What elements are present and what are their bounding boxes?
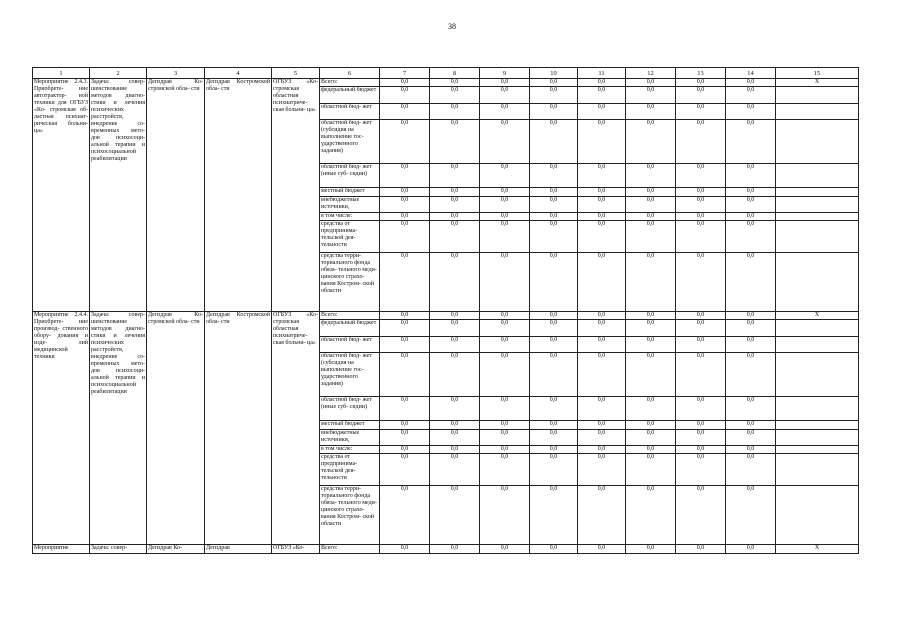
value-cell: 0,0 bbox=[530, 253, 578, 312]
value-cell: 0,0 bbox=[530, 104, 578, 120]
value-cell: 0,0 bbox=[530, 312, 578, 320]
value-cell: 0,0 bbox=[530, 397, 578, 421]
value-cell: 0,0 bbox=[530, 353, 578, 397]
column-header-1: 1 bbox=[33, 68, 90, 79]
empty-cell bbox=[776, 120, 859, 164]
funding-source-cell: областной бюд- жет bbox=[320, 337, 380, 353]
value-cell: 0,0 bbox=[676, 545, 726, 554]
value-cell: 0,0 bbox=[380, 188, 430, 197]
value-cell: 0,0 bbox=[676, 104, 726, 120]
value-cell: 0,0 bbox=[480, 421, 530, 430]
column-header-13: 13 bbox=[676, 68, 726, 79]
value-cell: 0,0 bbox=[726, 197, 776, 213]
value-cell: 0,0 bbox=[578, 164, 626, 188]
empty-cell bbox=[776, 213, 859, 221]
column-header-2: 2 bbox=[90, 68, 147, 79]
value-cell: 0,0 bbox=[380, 337, 430, 353]
value-cell: 0,0 bbox=[626, 320, 676, 337]
value-cell: 0,0 bbox=[430, 446, 480, 454]
value-cell: 0,0 bbox=[726, 446, 776, 454]
value-cell: 0,0 bbox=[626, 545, 676, 554]
mark-cell: Х bbox=[776, 79, 859, 87]
value-cell: 0,0 bbox=[626, 337, 676, 353]
funding-source-cell: Всего: bbox=[320, 312, 380, 320]
value-cell: 0,0 bbox=[578, 213, 626, 221]
value-cell: 0,0 bbox=[530, 454, 578, 486]
funding-source-cell: в том числе: bbox=[320, 213, 380, 221]
value-cell: 0,0 bbox=[578, 104, 626, 120]
funding-source-cell: средства от предпринима- тельской дея- тельности bbox=[320, 454, 380, 486]
value-cell: 0,0 bbox=[480, 320, 530, 337]
value-cell: 0,0 bbox=[380, 164, 430, 188]
funding-source-cell: областной бюд- жет (иные суб- сидии) bbox=[320, 164, 380, 188]
task-cell: Задача: совер- шенствование методов диагно- стики и лечения психических расстройств, внедрение со- временных мето- дов психосоци- альной терапии и психосоциальной реабилитации bbox=[90, 79, 147, 312]
executor-cell: Депздрав Костромской обла- сти bbox=[205, 312, 272, 545]
value-cell: 0,0 bbox=[726, 312, 776, 320]
value-cell: 0,0 bbox=[676, 87, 726, 104]
value-cell: 0,0 bbox=[530, 337, 578, 353]
value-cell: 0,0 bbox=[726, 421, 776, 430]
value-cell: 0,0 bbox=[626, 446, 676, 454]
value-cell: 0,0 bbox=[726, 188, 776, 197]
value-cell: 0,0 bbox=[480, 312, 530, 320]
value-cell: 0,0 bbox=[530, 421, 578, 430]
value-cell: 0,0 bbox=[578, 188, 626, 197]
value-cell: 0,0 bbox=[578, 446, 626, 454]
value-cell: 0,0 bbox=[626, 87, 676, 104]
empty-cell bbox=[776, 421, 859, 430]
value-cell: 0,0 bbox=[676, 353, 726, 397]
value-cell: 0,0 bbox=[578, 79, 626, 87]
value-cell: 0,0 bbox=[480, 397, 530, 421]
funding-source-cell: областной бюд- жет (субсидия на выполнение гос- ударственного задания) bbox=[320, 353, 380, 397]
column-header-6: 6 bbox=[320, 68, 380, 79]
value-cell: 0,0 bbox=[430, 253, 480, 312]
column-header-7: 7 bbox=[380, 68, 430, 79]
value-cell: 0,0 bbox=[480, 188, 530, 197]
value-cell: 0,0 bbox=[480, 197, 530, 213]
funding-source-cell: областной бюд- жет (субсидия на выполнение гос- ударственного задания) bbox=[320, 120, 380, 164]
value-cell: 0,0 bbox=[530, 446, 578, 454]
empty-cell bbox=[776, 320, 859, 337]
customer-cell: Депздрав Ко- стромской обла- сти bbox=[147, 312, 205, 545]
funding-source-cell: федеральный бюджет bbox=[320, 87, 380, 104]
value-cell: 0,0 bbox=[480, 430, 530, 446]
value-cell: 0,0 bbox=[430, 320, 480, 337]
empty-cell bbox=[776, 397, 859, 421]
value-cell: 0,0 bbox=[676, 397, 726, 421]
value-cell: 0,0 bbox=[726, 120, 776, 164]
value-cell: 0,0 bbox=[578, 120, 626, 164]
value-cell: 0,0 bbox=[480, 545, 530, 554]
column-header-12: 12 bbox=[626, 68, 676, 79]
value-cell: 0,0 bbox=[430, 545, 480, 554]
budget-table bbox=[32, 67, 859, 554]
value-cell: 0,0 bbox=[676, 430, 726, 446]
value-cell: 0,0 bbox=[530, 213, 578, 221]
value-cell: 0,0 bbox=[530, 320, 578, 337]
value-cell: 0,0 bbox=[530, 188, 578, 197]
value-cell: 0,0 bbox=[726, 253, 776, 312]
value-cell: 0,0 bbox=[530, 221, 578, 253]
funding-source-cell: средства терри- ториального фонда обяза- тельного меди- цинского страхо- вания Костром- ской области bbox=[320, 486, 380, 545]
value-cell: 0,0 bbox=[578, 337, 626, 353]
value-cell: 0,0 bbox=[676, 337, 726, 353]
task-cell: Задача: совер- bbox=[90, 545, 147, 554]
value-cell: 0,0 bbox=[380, 120, 430, 164]
value-cell: 0,0 bbox=[380, 312, 430, 320]
value-cell: 0,0 bbox=[626, 312, 676, 320]
value-cell: 0,0 bbox=[380, 104, 430, 120]
value-cell: 0,0 bbox=[530, 164, 578, 188]
value-cell: 0,0 bbox=[578, 353, 626, 397]
empty-cell bbox=[776, 454, 859, 486]
value-cell: 0,0 bbox=[626, 197, 676, 213]
value-cell: 0,0 bbox=[530, 545, 578, 554]
value-cell: 0,0 bbox=[480, 353, 530, 397]
value-cell: 0,0 bbox=[578, 430, 626, 446]
task-cell: Задача: совер- шенствование методов диагно- стики и лечения психических расстройств, внедрение со- временных мето- дов психосоци- альной терапии и психосоциальной реабилитации bbox=[90, 312, 147, 545]
value-cell: 0,0 bbox=[430, 79, 480, 87]
value-cell: 0,0 bbox=[676, 221, 726, 253]
empty-cell bbox=[776, 446, 859, 454]
value-cell: 0,0 bbox=[480, 79, 530, 87]
empty-cell bbox=[776, 337, 859, 353]
funding-source-cell: местный бюджет bbox=[320, 421, 380, 430]
funding-source-cell: средства терри- ториального фонда обяза- тельного меди- цинского страхо- вания Костром- ской области bbox=[320, 253, 380, 312]
table-row bbox=[33, 312, 859, 320]
column-header-9: 9 bbox=[480, 68, 530, 79]
column-header-3: 3 bbox=[147, 68, 205, 79]
value-cell: 0,0 bbox=[430, 486, 480, 545]
value-cell: 0,0 bbox=[380, 253, 430, 312]
value-cell: 0,0 bbox=[380, 87, 430, 104]
value-cell: 0,0 bbox=[726, 87, 776, 104]
table-row bbox=[33, 545, 859, 554]
value-cell: 0,0 bbox=[480, 104, 530, 120]
value-cell: 0,0 bbox=[430, 353, 480, 397]
value-cell: 0,0 bbox=[726, 353, 776, 397]
value-cell: 0,0 bbox=[726, 320, 776, 337]
value-cell: 0,0 bbox=[578, 397, 626, 421]
value-cell: 0,0 bbox=[430, 421, 480, 430]
value-cell: 0,0 bbox=[626, 221, 676, 253]
value-cell: 0,0 bbox=[626, 397, 676, 421]
value-cell: 0,0 bbox=[676, 486, 726, 545]
value-cell: 0,0 bbox=[480, 253, 530, 312]
empty-cell bbox=[776, 486, 859, 545]
value-cell: 0,0 bbox=[430, 397, 480, 421]
value-cell: 0,0 bbox=[626, 213, 676, 221]
value-cell: 0,0 bbox=[578, 320, 626, 337]
value-cell: 0,0 bbox=[430, 430, 480, 446]
value-cell: 0,0 bbox=[380, 421, 430, 430]
value-cell: 0,0 bbox=[430, 104, 480, 120]
empty-cell bbox=[776, 197, 859, 213]
value-cell: 0,0 bbox=[380, 545, 430, 554]
value-cell: 0,0 bbox=[430, 337, 480, 353]
value-cell: 0,0 bbox=[626, 104, 676, 120]
table-row bbox=[33, 79, 859, 87]
value-cell: 0,0 bbox=[578, 545, 626, 554]
page-number: 38 bbox=[448, 22, 456, 31]
header-row bbox=[33, 68, 859, 79]
value-cell: 0,0 bbox=[626, 164, 676, 188]
funding-source-cell: Всего: bbox=[320, 545, 380, 554]
value-cell: 0,0 bbox=[726, 79, 776, 87]
event-cell: Мероприятие bbox=[33, 545, 90, 554]
value-cell: 0,0 bbox=[578, 197, 626, 213]
value-cell: 0,0 bbox=[726, 545, 776, 554]
value-cell: 0,0 bbox=[480, 454, 530, 486]
value-cell: 0,0 bbox=[676, 312, 726, 320]
value-cell: 0,0 bbox=[530, 79, 578, 87]
value-cell: 0,0 bbox=[430, 312, 480, 320]
value-cell: 0,0 bbox=[430, 221, 480, 253]
column-header-10: 10 bbox=[530, 68, 578, 79]
value-cell: 0,0 bbox=[578, 312, 626, 320]
value-cell: 0,0 bbox=[626, 486, 676, 545]
value-cell: 0,0 bbox=[530, 430, 578, 446]
value-cell: 0,0 bbox=[430, 188, 480, 197]
value-cell: 0,0 bbox=[430, 197, 480, 213]
value-cell: 0,0 bbox=[726, 221, 776, 253]
column-header-14: 14 bbox=[726, 68, 776, 79]
value-cell: 0,0 bbox=[480, 87, 530, 104]
value-cell: 0,0 bbox=[578, 421, 626, 430]
value-cell: 0,0 bbox=[676, 320, 726, 337]
funding-source-cell: областной бюд- жет bbox=[320, 104, 380, 120]
value-cell: 0,0 bbox=[430, 213, 480, 221]
value-cell: 0,0 bbox=[626, 120, 676, 164]
value-cell: 0,0 bbox=[578, 221, 626, 253]
value-cell: 0,0 bbox=[530, 87, 578, 104]
column-header-11: 11 bbox=[578, 68, 626, 79]
value-cell: 0,0 bbox=[676, 188, 726, 197]
empty-cell bbox=[776, 221, 859, 253]
value-cell: 0,0 bbox=[380, 213, 430, 221]
empty-cell bbox=[776, 87, 859, 104]
value-cell: 0,0 bbox=[480, 213, 530, 221]
value-cell: 0,0 bbox=[578, 454, 626, 486]
value-cell: 0,0 bbox=[530, 120, 578, 164]
value-cell: 0,0 bbox=[676, 253, 726, 312]
value-cell: 0,0 bbox=[380, 221, 430, 253]
funding-source-cell: областной бюд- жет (иные суб- сидии) bbox=[320, 397, 380, 421]
value-cell: 0,0 bbox=[676, 197, 726, 213]
value-cell: 0,0 bbox=[480, 164, 530, 188]
value-cell: 0,0 bbox=[676, 120, 726, 164]
value-cell: 0,0 bbox=[578, 253, 626, 312]
value-cell: 0,0 bbox=[578, 486, 626, 545]
event-cell: Мероприятие 2.4.4. Приобрете- ние производ- ственного обору- дования и изде- лий медицинской техники bbox=[33, 312, 90, 545]
empty-cell bbox=[776, 253, 859, 312]
value-cell: 0,0 bbox=[726, 337, 776, 353]
value-cell: 0,0 bbox=[626, 353, 676, 397]
value-cell: 0,0 bbox=[676, 164, 726, 188]
value-cell: 0,0 bbox=[626, 430, 676, 446]
empty-cell bbox=[776, 353, 859, 397]
executor-cell: Депздрав Костромской обла- сти bbox=[205, 79, 272, 312]
funding-source-cell: внебюджетные источники, bbox=[320, 197, 380, 213]
value-cell: 0,0 bbox=[726, 104, 776, 120]
value-cell: 0,0 bbox=[626, 253, 676, 312]
value-cell: 0,0 bbox=[480, 446, 530, 454]
mark-cell: Х bbox=[776, 312, 859, 320]
value-cell: 0,0 bbox=[380, 197, 430, 213]
value-cell: 0,0 bbox=[480, 337, 530, 353]
funding-source-cell: Всего: bbox=[320, 79, 380, 87]
empty-cell bbox=[776, 188, 859, 197]
customer-cell: Депздрав Ко- bbox=[147, 545, 205, 554]
empty-cell bbox=[776, 430, 859, 446]
value-cell: 0,0 bbox=[726, 486, 776, 545]
value-cell: 0,0 bbox=[380, 446, 430, 454]
value-cell: 0,0 bbox=[626, 421, 676, 430]
value-cell: 0,0 bbox=[726, 164, 776, 188]
column-header-5: 5 bbox=[272, 68, 320, 79]
funding-source-cell: федеральный бюджет bbox=[320, 320, 380, 337]
value-cell: 0,0 bbox=[530, 197, 578, 213]
value-cell: 0,0 bbox=[380, 397, 430, 421]
column-header-15: 15 bbox=[776, 68, 859, 79]
value-cell: 0,0 bbox=[626, 454, 676, 486]
customer-cell: Депздрав Ко- стромской обла- сти bbox=[147, 79, 205, 312]
mark-cell: Х bbox=[776, 545, 859, 554]
value-cell: 0,0 bbox=[380, 454, 430, 486]
value-cell: 0,0 bbox=[676, 454, 726, 486]
funding-source-cell: в том числе: bbox=[320, 446, 380, 454]
column-header-4: 4 bbox=[205, 68, 272, 79]
value-cell: 0,0 bbox=[480, 486, 530, 545]
value-cell: 0,0 bbox=[676, 446, 726, 454]
value-cell: 0,0 bbox=[380, 79, 430, 87]
funding-source-cell: внебюджетные источники, bbox=[320, 430, 380, 446]
value-cell: 0,0 bbox=[530, 486, 578, 545]
value-cell: 0,0 bbox=[676, 79, 726, 87]
value-cell: 0,0 bbox=[480, 120, 530, 164]
value-cell: 0,0 bbox=[380, 486, 430, 545]
recipient-cell: ОГБУЗ «Ко- bbox=[272, 545, 320, 554]
empty-cell bbox=[776, 164, 859, 188]
executor-cell: Депздрав bbox=[205, 545, 272, 554]
value-cell: 0,0 bbox=[380, 320, 430, 337]
funding-source-cell: средства от предпринима- тельской дея- тельности bbox=[320, 221, 380, 253]
recipient-cell: ОГБУЗ «Ко- стромская областная психиатриче- ская больни- ца» bbox=[272, 312, 320, 545]
value-cell: 0,0 bbox=[726, 397, 776, 421]
value-cell: 0,0 bbox=[726, 430, 776, 446]
value-cell: 0,0 bbox=[626, 79, 676, 87]
column-header-8: 8 bbox=[430, 68, 480, 79]
value-cell: 0,0 bbox=[430, 120, 480, 164]
value-cell: 0,0 bbox=[676, 421, 726, 430]
value-cell: 0,0 bbox=[380, 430, 430, 446]
value-cell: 0,0 bbox=[726, 213, 776, 221]
funding-source-cell: местный бюджет bbox=[320, 188, 380, 197]
recipient-cell: ОГБУЗ «Ко- стромская областная психиатриче- ская больни- ца» bbox=[272, 79, 320, 312]
empty-cell bbox=[776, 104, 859, 120]
value-cell: 0,0 bbox=[380, 353, 430, 397]
value-cell: 0,0 bbox=[480, 221, 530, 253]
value-cell: 0,0 bbox=[430, 87, 480, 104]
value-cell: 0,0 bbox=[726, 454, 776, 486]
value-cell: 0,0 bbox=[578, 87, 626, 104]
value-cell: 0,0 bbox=[430, 454, 480, 486]
event-cell: Мероприятие 2.4.3. Приобрете- ние автотрактор- ной техники для ОГБУЗ «Ко- стромская об- ластная психиат- рическая больни- ца» bbox=[33, 79, 90, 312]
value-cell: 0,0 bbox=[626, 188, 676, 197]
value-cell: 0,0 bbox=[430, 164, 480, 188]
value-cell: 0,0 bbox=[676, 213, 726, 221]
